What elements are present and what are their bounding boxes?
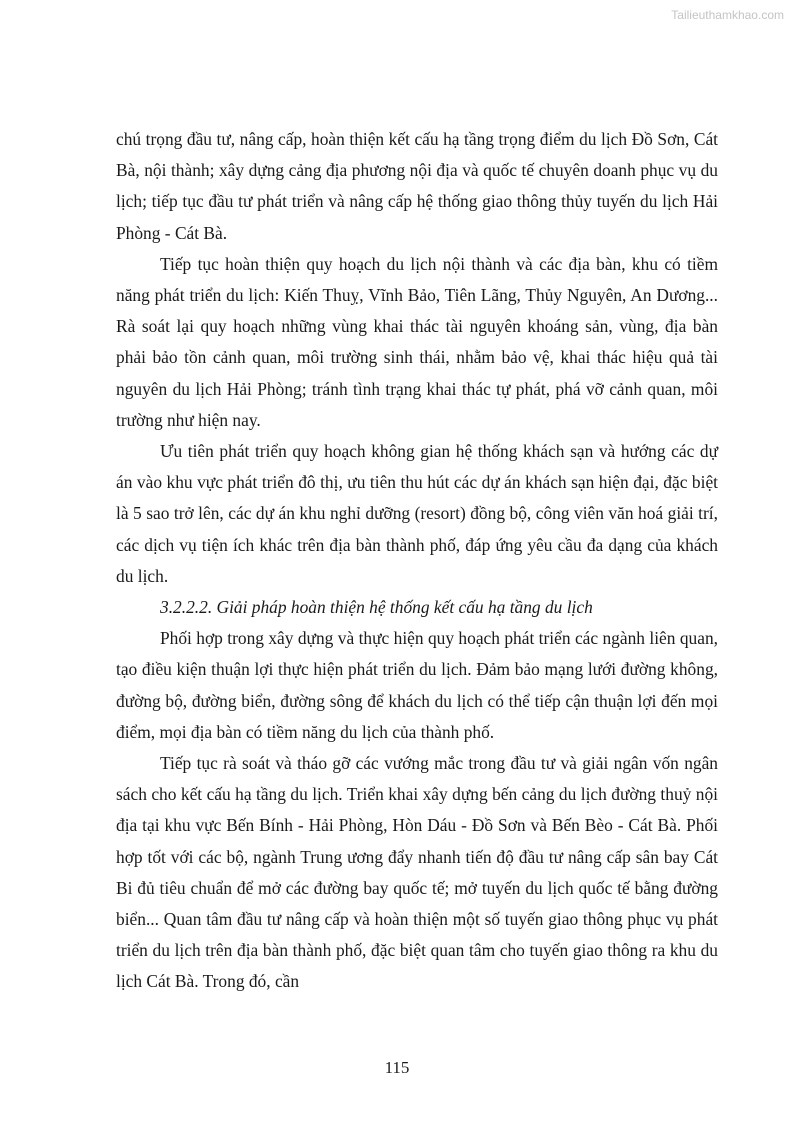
section-heading: 3.2.2.2. Giải pháp hoàn thiện hệ thống kết cấu hạ tầng du lịch (160, 597, 593, 618)
paragraph-infrastructure: Tiếp tục rà soát và tháo gỡ các vướng mắc trong đầu tư và giải ngân vốn ngân sách cho kết cấu hạ tầng du lịch. Triển khai xây dựng bến cảng du lịch đường thuỷ nội địa tại khu vực Bến Bính - Hải Phòng, Hòn Dáu - Đồ Sơn và Bến Bèo - Cát Bà. Phối hợp tốt với các bộ, ngành Trung ương đẩy nhanh tiến độ đầu tư nâng cấp sân bay Cát Bi đủ tiêu chuẩn để mở các đường bay quốc tế; mở tuyến du lịch quốc tế bằng đường biển... Quan tâm đầu tư nâng cấp và hoàn thiện một số tuyến giao thông phục vụ phát triển du lịch trên địa bàn thành phố, đặc biệt quan tâm cho tuyến giao thông ra khu du lịch Cát Bà. Trong đó, cần (116, 753, 718, 992)
watermark: Tailieuthamkhao.com (671, 8, 784, 22)
paragraph-hotel-priority: Ưu tiên phát triển quy hoạch không gian hệ thống khách sạn và hướng các dự án vào khu vực phát triển đô thị, ưu tiên thu hút các dự án khách sạn hiện đại, đặc biệt là 5 sao trở lên, các dự án khu nghỉ dưỡng (resort) đồng bộ, công viên văn hoá giải trí, các dịch vụ tiện ích khác trên địa bàn thành phố, đáp ứng yêu cầu đa dạng của khách du lịch. (116, 441, 718, 586)
paragraph-continuation: chú trọng đầu tư, nâng cấp, hoàn thiện kết cấu hạ tầng trọng điểm du lịch Đồ Sơn, Cát Bà, nội thành; xây dựng cảng địa phương nội địa và quốc tế chuyên doanh phục vụ du lịch; tiếp tục đầu tư phát triển và nâng cấp hệ thống giao thông thủy tuyến du lịch Hải Phòng - Cát Bà. (116, 129, 718, 243)
page-body (116, 124, 718, 998)
paragraph-coordination: Phối hợp trong xây dựng và thực hiện quy hoạch phát triển các ngành liên quan, tạo điều kiện thuận lợi thực hiện phát triển du lịch. Đảm bảo mạng lưới đường không, đường bộ, đường biển, đường sông để khách du lịch có thể tiếp cận thuận lợi đến mọi điểm, mọi địa bàn có tiềm năng du lịch của thành phố. (116, 628, 718, 742)
paragraph-tourism-planning: Tiếp tục hoàn thiện quy hoạch du lịch nội thành và các địa bàn, khu có tiềm năng phát triển du lịch: Kiến Thuỵ, Vĩnh Bảo, Tiên Lãng, Thủy Nguyên, An Dương... Rà soát lại quy hoạch những vùng khai thác tài nguyên khoáng sản, vùng, địa bàn phải bảo tồn cảnh quan, môi trường sinh thái, nhằm bảo vệ, khai thác hiệu quả tài nguyên du lịch Hải Phòng; tránh tình trạng khai thác tự phát, phá vỡ cảnh quan, môi trường như hiện nay. (116, 253, 718, 430)
page-number: 115 (384, 1058, 410, 1077)
